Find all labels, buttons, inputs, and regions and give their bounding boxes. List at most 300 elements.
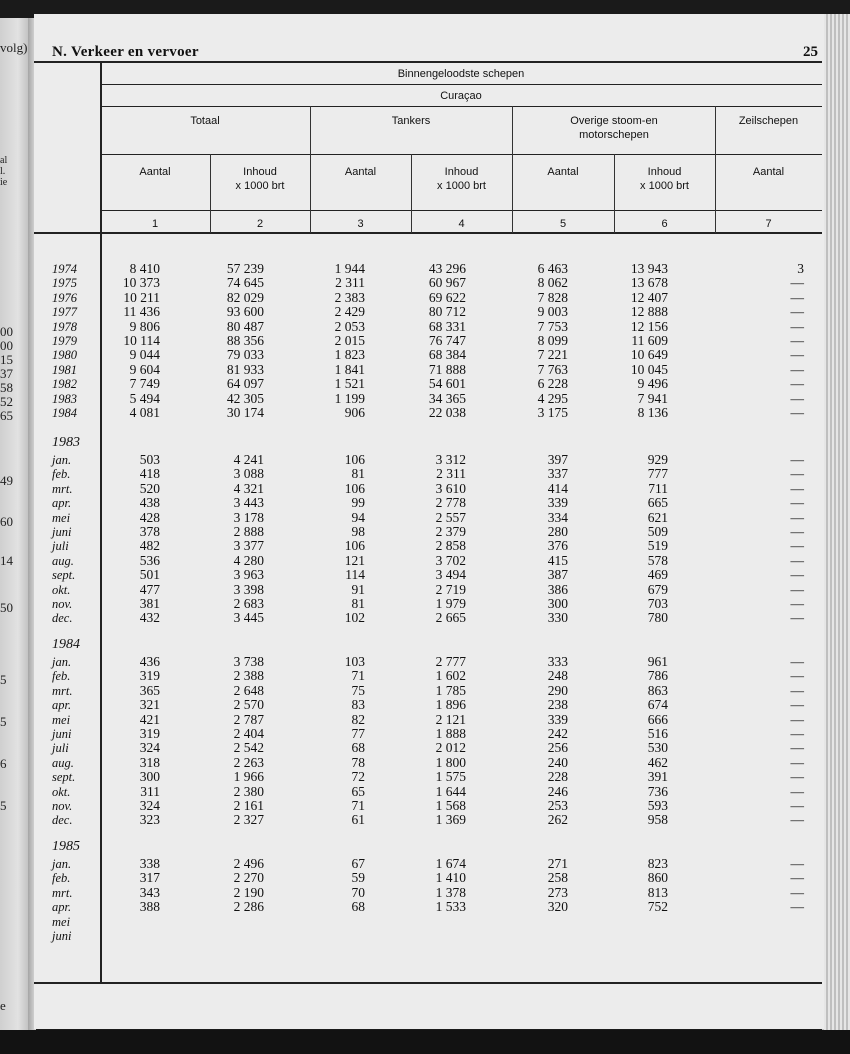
table-cell: 43 296 — [428, 261, 466, 276]
row-label: feb. — [52, 467, 71, 482]
table-cell: 76 747 — [428, 333, 466, 348]
table-cell: 386 — [547, 581, 568, 597]
table-cell: 1 602 — [435, 668, 466, 684]
column-number: 5 — [559, 218, 567, 230]
table-cell: 2 557 — [435, 509, 466, 525]
left-page-fragment: ie — [0, 177, 8, 188]
row-label: 1981 — [52, 362, 77, 377]
header-bottom-rule — [34, 232, 822, 234]
left-page-fragment: 5 — [0, 798, 7, 813]
table-cell: 262 — [547, 812, 568, 828]
table-cell: 103 — [344, 654, 365, 669]
table-cell: 324 — [139, 740, 160, 756]
table-cell: 68 331 — [428, 318, 466, 334]
table-cell: 482 — [139, 538, 160, 554]
table-cell: 2 383 — [334, 289, 365, 305]
table-cell: 679 — [647, 581, 668, 597]
group-header-totaal: Totaal — [190, 115, 220, 127]
left-page-fragment: 5 — [0, 672, 7, 687]
table-cell: — — [790, 798, 804, 813]
table-cell: 22 038 — [428, 405, 466, 420]
table-cell: — — [790, 899, 804, 915]
table-cell: 503 — [139, 452, 160, 467]
column-number: 4 — [458, 218, 465, 230]
column-header: Inhoud — [243, 166, 277, 178]
table-cell: 391 — [647, 769, 668, 785]
column-number: 2 — [256, 218, 264, 230]
column-header: Aantal — [344, 166, 377, 178]
table-cell: 3 443 — [233, 495, 264, 511]
table-cell: — — [790, 697, 804, 713]
table-cell: 4 280 — [233, 552, 264, 568]
table-cell: 10 045 — [630, 361, 668, 377]
left-page-fragment: 52 — [0, 394, 13, 409]
table-cell: 3 175 — [537, 405, 568, 420]
table-cell: 414 — [547, 480, 568, 496]
table-cell: 343 — [139, 884, 160, 900]
table-cell: 318 — [139, 754, 160, 770]
row-label: jan. — [52, 857, 72, 871]
table-cell: 1 800 — [435, 754, 466, 770]
table-cell: 3 963 — [233, 567, 264, 583]
table-cell: 319 — [139, 668, 160, 684]
table-cell: 69 622 — [428, 289, 466, 305]
table-cell: 1 378 — [435, 884, 466, 900]
table-cell: 93 600 — [226, 304, 264, 320]
table-cell: 9 604 — [129, 361, 160, 377]
table-cell: 248 — [547, 668, 568, 684]
table-cell: 106 — [344, 452, 365, 467]
table-cell: — — [790, 347, 804, 363]
table-cell: 2 496 — [233, 856, 264, 871]
table-cell: 7 753 — [537, 318, 568, 334]
table-cell: 114 — [345, 567, 365, 583]
table-cell: 71 888 — [428, 361, 466, 377]
left-page-fragment: l. — [0, 166, 6, 177]
table-cell: 530 — [647, 740, 668, 756]
table-cell: 3 088 — [233, 466, 264, 482]
table-cell: 339 — [547, 495, 568, 511]
table-cell: 3 702 — [435, 552, 466, 568]
row-label: juli — [52, 741, 69, 756]
row-label: juni — [52, 929, 72, 943]
table-cell: — — [790, 495, 804, 511]
left-page-fragment: 58 — [0, 380, 13, 395]
table-cell: 477 — [139, 581, 160, 597]
left-page-fragment: 00 — [0, 338, 13, 353]
table-cell: 9 806 — [129, 318, 160, 334]
table-cell: — — [790, 726, 804, 741]
row-label: aug. — [52, 553, 74, 568]
table-cell: — — [790, 682, 804, 698]
table-cell: — — [790, 856, 804, 871]
table-cell: — — [790, 466, 804, 482]
table-cell: 54 601 — [428, 376, 466, 392]
table-cell: 929 — [647, 452, 668, 467]
column-header: Inhoud — [647, 166, 682, 178]
table-cell: 323 — [139, 812, 160, 828]
table-cell: 3 445 — [233, 610, 264, 626]
table-cell: 381 — [139, 596, 160, 611]
page-number: 25 — [803, 44, 818, 60]
left-page-fragment: 00 — [0, 324, 13, 339]
row-label: 1979 — [52, 334, 77, 348]
table-cell: 70 — [351, 884, 365, 900]
row-label: mrt. — [52, 885, 73, 900]
table-cell: 432 — [139, 610, 160, 626]
table-cell: 3 398 — [233, 581, 264, 597]
table-cell: 2 429 — [334, 304, 365, 320]
table-cell: — — [790, 567, 804, 583]
table-cell: — — [790, 754, 804, 770]
table-cell: 68 384 — [428, 347, 466, 363]
table-cell: 436 — [139, 654, 160, 669]
table-cell: — — [790, 509, 804, 525]
table-cell: 958 — [647, 812, 668, 828]
table-cell: 280 — [547, 524, 568, 539]
table-cell: 860 — [647, 870, 668, 886]
table-cell: 59 — [351, 870, 365, 886]
year-label: 1984 — [52, 637, 80, 652]
row-label: apr. — [52, 496, 72, 511]
header-rule — [100, 210, 822, 211]
column-header: Aantal — [752, 166, 785, 178]
table-cell: 7 221 — [537, 347, 568, 363]
table-cell: 578 — [647, 552, 668, 568]
table-cell: — — [790, 318, 804, 334]
table-cell: — — [790, 289, 804, 305]
left-page-fragment: 14 — [0, 553, 13, 568]
table-cell: 3 178 — [233, 509, 264, 525]
table-cell: 88 356 — [226, 333, 264, 348]
table-cell: — — [790, 376, 804, 392]
table-cell: — — [790, 668, 804, 684]
table-cell: 61 — [351, 812, 365, 828]
left-page-fragment: al — [0, 155, 8, 166]
table-cell: — — [790, 361, 804, 377]
table-cell: 106 — [344, 538, 365, 554]
table-cell: 4 241 — [233, 452, 264, 467]
column-header-unit: x 1000 brt — [437, 180, 486, 192]
top-rule — [34, 61, 822, 63]
table-cell: 4 321 — [233, 480, 264, 496]
table-cell: 240 — [547, 754, 568, 770]
left-page-fragment: 65 — [0, 408, 13, 423]
left-page-edge — [0, 18, 30, 1038]
table-cell: 4 295 — [537, 390, 568, 406]
table-cell: 71 — [351, 668, 365, 684]
table-cell: 961 — [647, 654, 668, 669]
table-cell: — — [790, 405, 804, 420]
column-header-unit: x 1000 brt — [235, 180, 285, 192]
table-cell: 7 941 — [637, 390, 668, 406]
table-cell: 338 — [139, 856, 160, 871]
table-cell: 1 823 — [334, 347, 365, 363]
table-cell: 2 665 — [435, 610, 466, 626]
table-cell: 1 369 — [435, 812, 466, 828]
table-cell: 786 — [647, 668, 668, 684]
table-cell: 388 — [139, 899, 160, 915]
table-cell: 438 — [139, 495, 160, 511]
bottom-rule — [34, 982, 822, 984]
table-cell: 300 — [139, 769, 160, 785]
table-cell: 462 — [647, 754, 668, 770]
left-page-fragment: 60 — [0, 514, 13, 529]
table-cell: 11 609 — [631, 333, 668, 348]
table-cell: 519 — [647, 538, 668, 554]
table-cell: 65 — [351, 783, 365, 799]
table-cell: 67 — [351, 856, 365, 871]
column-number: 7 — [765, 218, 772, 230]
table-cell: 3 377 — [233, 538, 264, 554]
table-cell: 94 — [351, 509, 365, 525]
table-cell: 5 494 — [129, 390, 160, 406]
table-cell: 2 570 — [233, 697, 264, 713]
table-cell: 777 — [647, 466, 668, 482]
row-label: 1978 — [52, 319, 77, 334]
table-cell: 12 156 — [630, 318, 668, 334]
table-cell: 10 649 — [630, 347, 668, 363]
row-label: sept. — [52, 568, 76, 583]
table-cell: 81 — [351, 466, 365, 482]
table-cell: 418 — [139, 466, 160, 482]
table-cell: 6 228 — [537, 376, 568, 392]
table-cell: 78 — [351, 754, 365, 770]
table-cell: 2 542 — [233, 740, 264, 756]
table-cell: — — [790, 452, 804, 467]
table-cell: 273 — [547, 884, 568, 900]
table-cell: 3 610 — [435, 480, 466, 496]
table-cell: 2 311 — [335, 275, 365, 291]
left-page-fragment: e — [0, 998, 6, 1013]
super-header: Binnengeloodste schepen — [397, 68, 525, 80]
table-cell: 2 404 — [233, 726, 264, 741]
table-cell: 82 — [351, 711, 365, 727]
table-cell: 520 — [139, 480, 160, 496]
table-cell: — — [790, 333, 804, 348]
row-label: mei — [52, 914, 71, 929]
table-cell: 57 239 — [226, 261, 264, 276]
table-cell: 30 174 — [226, 405, 264, 420]
table-cell: 320 — [547, 899, 568, 915]
table-cell: 711 — [648, 480, 668, 496]
header-rule — [100, 84, 822, 85]
table-cell: 2 778 — [435, 495, 466, 511]
row-label: 1983 — [52, 391, 77, 406]
table-cell: 2 121 — [435, 711, 466, 727]
table-cell: 1 944 — [334, 261, 365, 276]
table-cell: 334 — [547, 509, 568, 525]
row-label: feb. — [52, 871, 71, 886]
table-cell: 258 — [547, 870, 568, 886]
table-cell: 324 — [139, 798, 160, 813]
row-label: okt. — [52, 582, 71, 597]
table-cell: 2 311 — [436, 466, 466, 482]
table-cell: 81 933 — [226, 361, 264, 377]
table-cell: 387 — [547, 567, 568, 583]
table-cell: — — [790, 581, 804, 597]
table-cell: 428 — [139, 509, 160, 525]
table-cell: — — [790, 654, 804, 669]
table-cell: 79 033 — [226, 347, 264, 363]
table-cell: 71 — [351, 798, 365, 813]
table-cell: 752 — [647, 899, 668, 915]
table-cell: 1 979 — [435, 596, 466, 611]
row-label: apr. — [52, 900, 72, 915]
table-cell: 12 407 — [630, 289, 668, 305]
row-label: nov. — [52, 799, 73, 813]
table-cell: — — [790, 390, 804, 406]
table-cell: 2 015 — [334, 333, 365, 348]
table-cell: 339 — [547, 711, 568, 727]
column-header: Aantal — [547, 166, 579, 178]
table-cell: 1 575 — [435, 769, 466, 785]
table-cell: 99 — [351, 495, 365, 511]
table-cell: 10 373 — [122, 275, 160, 291]
row-label: juni — [52, 727, 72, 741]
table-cell: 311 — [140, 783, 160, 799]
row-label: jan. — [52, 453, 72, 467]
table-cell: 1 841 — [334, 361, 365, 377]
table-cell: 2 012 — [435, 740, 466, 756]
column-header: Inhoud — [444, 166, 479, 178]
table-cell: 1 521 — [334, 376, 365, 392]
table-cell: 2 787 — [233, 711, 264, 727]
table-cell: 378 — [139, 524, 160, 539]
table-cell: 290 — [547, 682, 568, 698]
table-cell: 2 053 — [334, 318, 365, 334]
row-label: 1977 — [52, 305, 77, 320]
table-cell: 246 — [547, 783, 568, 799]
group-header-overige: Overige stoom-en motorschepen — [570, 115, 658, 141]
table-cell: 102 — [344, 610, 365, 626]
row-label: 1980 — [52, 348, 77, 363]
table-cell: — — [790, 552, 804, 568]
table-cell: 106 — [344, 480, 365, 496]
region-header: Curaçao — [440, 90, 482, 102]
table-cell: 333 — [547, 654, 568, 669]
table-cell: 10 211 — [123, 289, 160, 305]
table-cell: 1 896 — [435, 697, 466, 713]
table-cell: — — [790, 783, 804, 799]
table-cell: 2 858 — [435, 538, 466, 554]
row-label: mei — [52, 712, 71, 727]
table-cell: 271 — [547, 856, 568, 871]
table-cell: 64 097 — [226, 376, 264, 392]
column-number: 1 — [151, 218, 159, 230]
table-cell: 321 — [139, 697, 160, 713]
table-cell: 2 388 — [233, 668, 264, 684]
table-cell: 8 136 — [637, 405, 668, 420]
table-cell: 2 263 — [233, 754, 264, 770]
table-cell: 666 — [647, 711, 668, 727]
row-label: okt. — [52, 784, 71, 799]
row-label: dec. — [52, 611, 73, 626]
table-cell: 77 — [351, 726, 365, 741]
section-title: N. Verkeer en vervoer — [52, 44, 199, 60]
row-label: nov. — [52, 597, 73, 611]
table-cell: 319 — [139, 726, 160, 741]
table-cell: — — [790, 538, 804, 554]
table-cell: 330 — [547, 610, 568, 626]
table-cell: 2 683 — [233, 596, 264, 611]
table-cell: 34 365 — [428, 390, 466, 406]
table-cell: 82 029 — [226, 289, 264, 305]
table-cell: — — [790, 769, 804, 785]
table-cell: — — [790, 304, 804, 320]
table-cell: 256 — [547, 740, 568, 756]
table-cell: 780 — [647, 610, 668, 626]
table-cell: 72 — [351, 769, 365, 785]
table-cell: 253 — [547, 798, 568, 813]
table-cell: 1 888 — [435, 726, 466, 741]
page-stack-edge — [822, 14, 850, 1039]
table-cell: 10 114 — [123, 333, 160, 348]
table-cell: — — [790, 480, 804, 496]
table-cell: 317 — [139, 870, 160, 886]
table-cell: 906 — [344, 405, 365, 420]
table-cell: 703 — [647, 596, 668, 611]
table-cell: 813 — [647, 884, 668, 900]
table-cell: — — [790, 884, 804, 900]
table-cell: 8 410 — [129, 261, 160, 276]
document-page — [34, 14, 824, 1029]
row-label: 1984 — [52, 406, 77, 420]
table-cell: 68 — [351, 740, 365, 756]
left-page-fragment: 5 — [0, 714, 7, 729]
left-page-fragment: volg) — [0, 40, 28, 55]
table-cell: 9 003 — [537, 304, 568, 320]
table-cell: 1 674 — [435, 856, 466, 871]
column-number: 3 — [357, 218, 364, 230]
table-cell: 42 305 — [226, 390, 264, 406]
table-cell: 2 161 — [233, 798, 264, 813]
table-cell: 242 — [547, 726, 568, 741]
left-page-fragment: 37 — [0, 366, 13, 381]
table-cell: 2 379 — [435, 524, 466, 539]
row-label: mei — [52, 510, 71, 525]
table-cell: 621 — [647, 509, 668, 525]
row-label: juli — [52, 539, 69, 554]
row-label: 1976 — [52, 290, 77, 305]
table-cell: 98 — [351, 524, 365, 539]
row-label: 1982 — [52, 377, 77, 392]
table-cell: 2 380 — [233, 783, 264, 799]
table-cell: 13 678 — [630, 275, 668, 291]
table-cell: 2 888 — [233, 524, 264, 539]
table-cell: 8 099 — [537, 333, 568, 348]
table-cell: — — [790, 596, 804, 611]
table-cell: 4 081 — [129, 405, 160, 420]
table-cell: 2 777 — [435, 654, 466, 669]
row-label: apr. — [52, 698, 72, 713]
group-header-zeilschepen: Zeilschepen — [738, 115, 799, 127]
row-label: juni — [52, 525, 72, 539]
column-number: 6 — [661, 218, 668, 230]
year-label: 1985 — [52, 839, 80, 854]
row-label: feb. — [52, 669, 71, 684]
table-cell: 1 644 — [435, 783, 466, 799]
left-page-fragment: 15 — [0, 352, 13, 367]
table-cell: 7 763 — [537, 361, 568, 377]
table-cell: 2 327 — [233, 812, 264, 828]
table-cell: 9 044 — [129, 347, 160, 363]
table-cell: 2 648 — [233, 682, 264, 698]
table-cell: 665 — [647, 495, 668, 511]
table-cell: 2 190 — [233, 884, 264, 900]
table-cell: 13 943 — [630, 261, 668, 276]
table-cell: 1 785 — [435, 682, 466, 698]
